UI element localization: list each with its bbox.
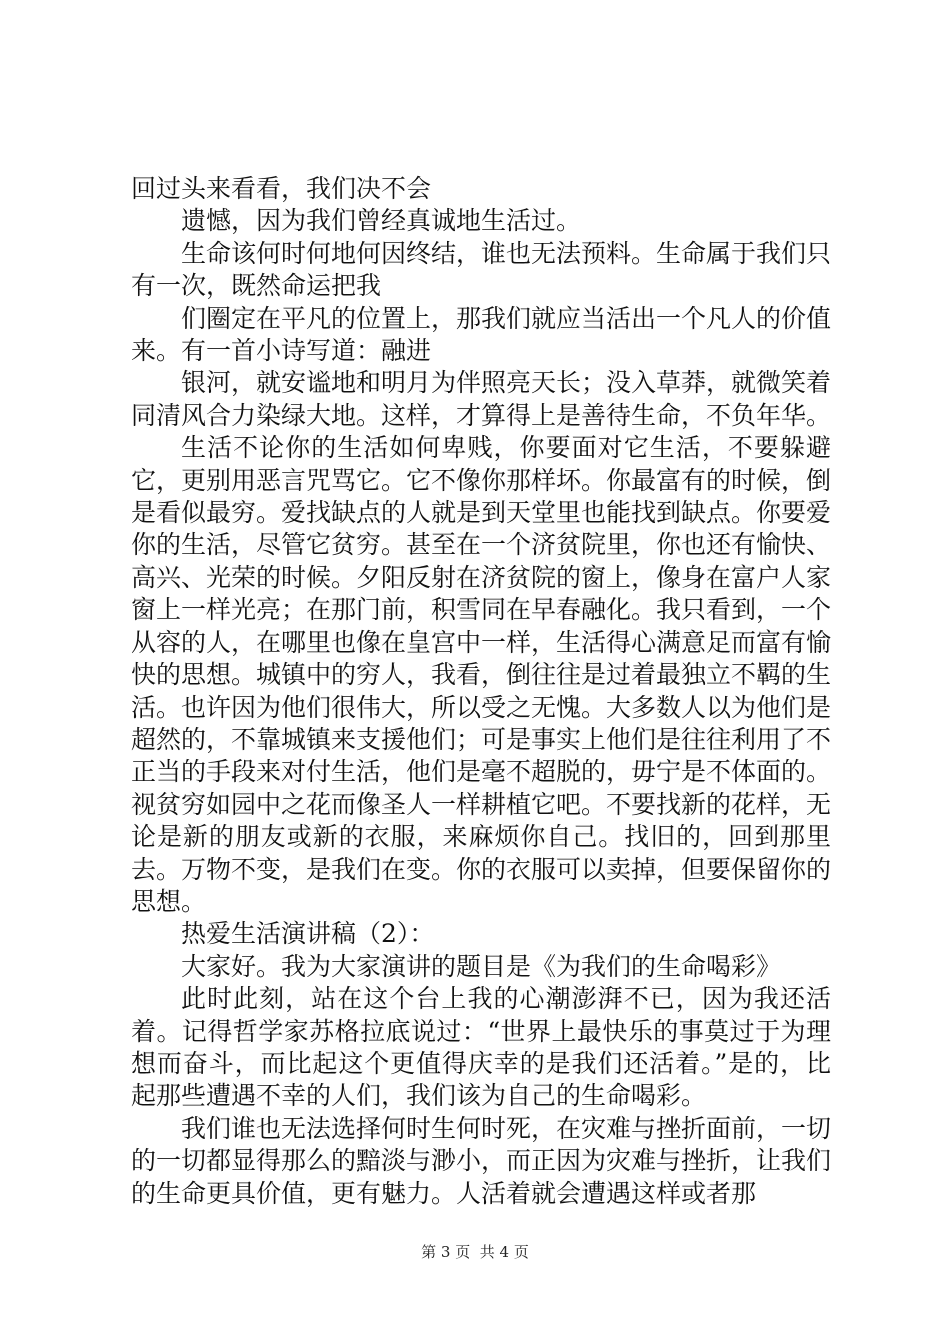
paragraph-9: 此时此刻，站在这个台上我的心潮澎湃不已，因为我还活着。记得哲学家苏格拉底说过：“世界上最快乐的事莫过于为理想而奋斗，而比起这个更值得庆幸的是我们还活着。”是的，比起那些遭遇不幸的人们，我们该为自己的生命喝彩。 (131, 984, 831, 1111)
paragraph-1: 回过头来看看，我们决不会 (131, 174, 432, 203)
body-text (131, 173, 831, 1210)
paragraph-4: 们圈定在平凡的位置上，那我们就应当活出一个凡人的价值来。有一首小诗写道：融进 (131, 303, 832, 366)
paragraph-5: 银河，就安谧地和明月为伴照亮天长；没入草莽，就微笑着同清风合力染绿大地。这样，才算得上是善待生命，不负年华。 (131, 368, 832, 430)
section-heading: 热爱生活演讲稿（2）： (181, 919, 435, 949)
paragraph-6: 生活不论你的生活如何卑贱，你要面对它生活，不要躲避它，更别用恶言咒骂它。它不像你那样坏。你最富有的时候，倒是看似最穷。爱找缺点的人就是到天堂里也能找到缺点。你要爱你的生活，尽管它贫穷。甚至在一个济贫院里，你也还有愉快、高兴、光荣的时候。夕阳反射在济贫院的窗上，像身在富户人家窗上一样光亮；在那门前，积雪同在早春融化。我只看到，一个从容的人，在哪里也像在皇宫中一样，生活得心满意足而富有愉快的思想。城镇中的穷人，我看，倒往往是过着最独立不羁的生活。也许因为他们很伟大，所以受之无愧。大多数人以为他们是超然的，不靠城镇来支援他们；可是事实上他们是往往利用了不正当的手段来对付生活，他们是毫不超脱的，毋宁是不体面的。视贫穷如园中之花而像圣人一样耕植它吧。不要找新的花样，无论是新的朋友或新的衣服，来麻烦你自己。找旧的，回到那里去。万物不变，是我们在变。你的衣服可以卖掉，但要保留你的思想。 (131, 433, 832, 916)
paragraph-3: 生命该何时何地何因终结，谁也无法预料。生命属于我们只有一次，既然命运把我 (131, 238, 832, 301)
paragraph-10: 我们谁也无法选择何时生何时死，在灾难与挫折面前，一切的一切都显得那么的黯淡与渺小，而正因为灾难与挫折，让我们的生命更具价值，更有魅力。人活着就会遭遇这样或者那 (131, 1113, 832, 1208)
paragraph-2: 遗憾，因为我们曾经真诚地生活过。 (181, 206, 582, 236)
page-number-footer: 第 3 页 共 4 页 (421, 1243, 529, 1261)
paragraph-8: 大家好。我为大家演讲的题目是《为我们的生命喝彩》 (181, 951, 782, 981)
